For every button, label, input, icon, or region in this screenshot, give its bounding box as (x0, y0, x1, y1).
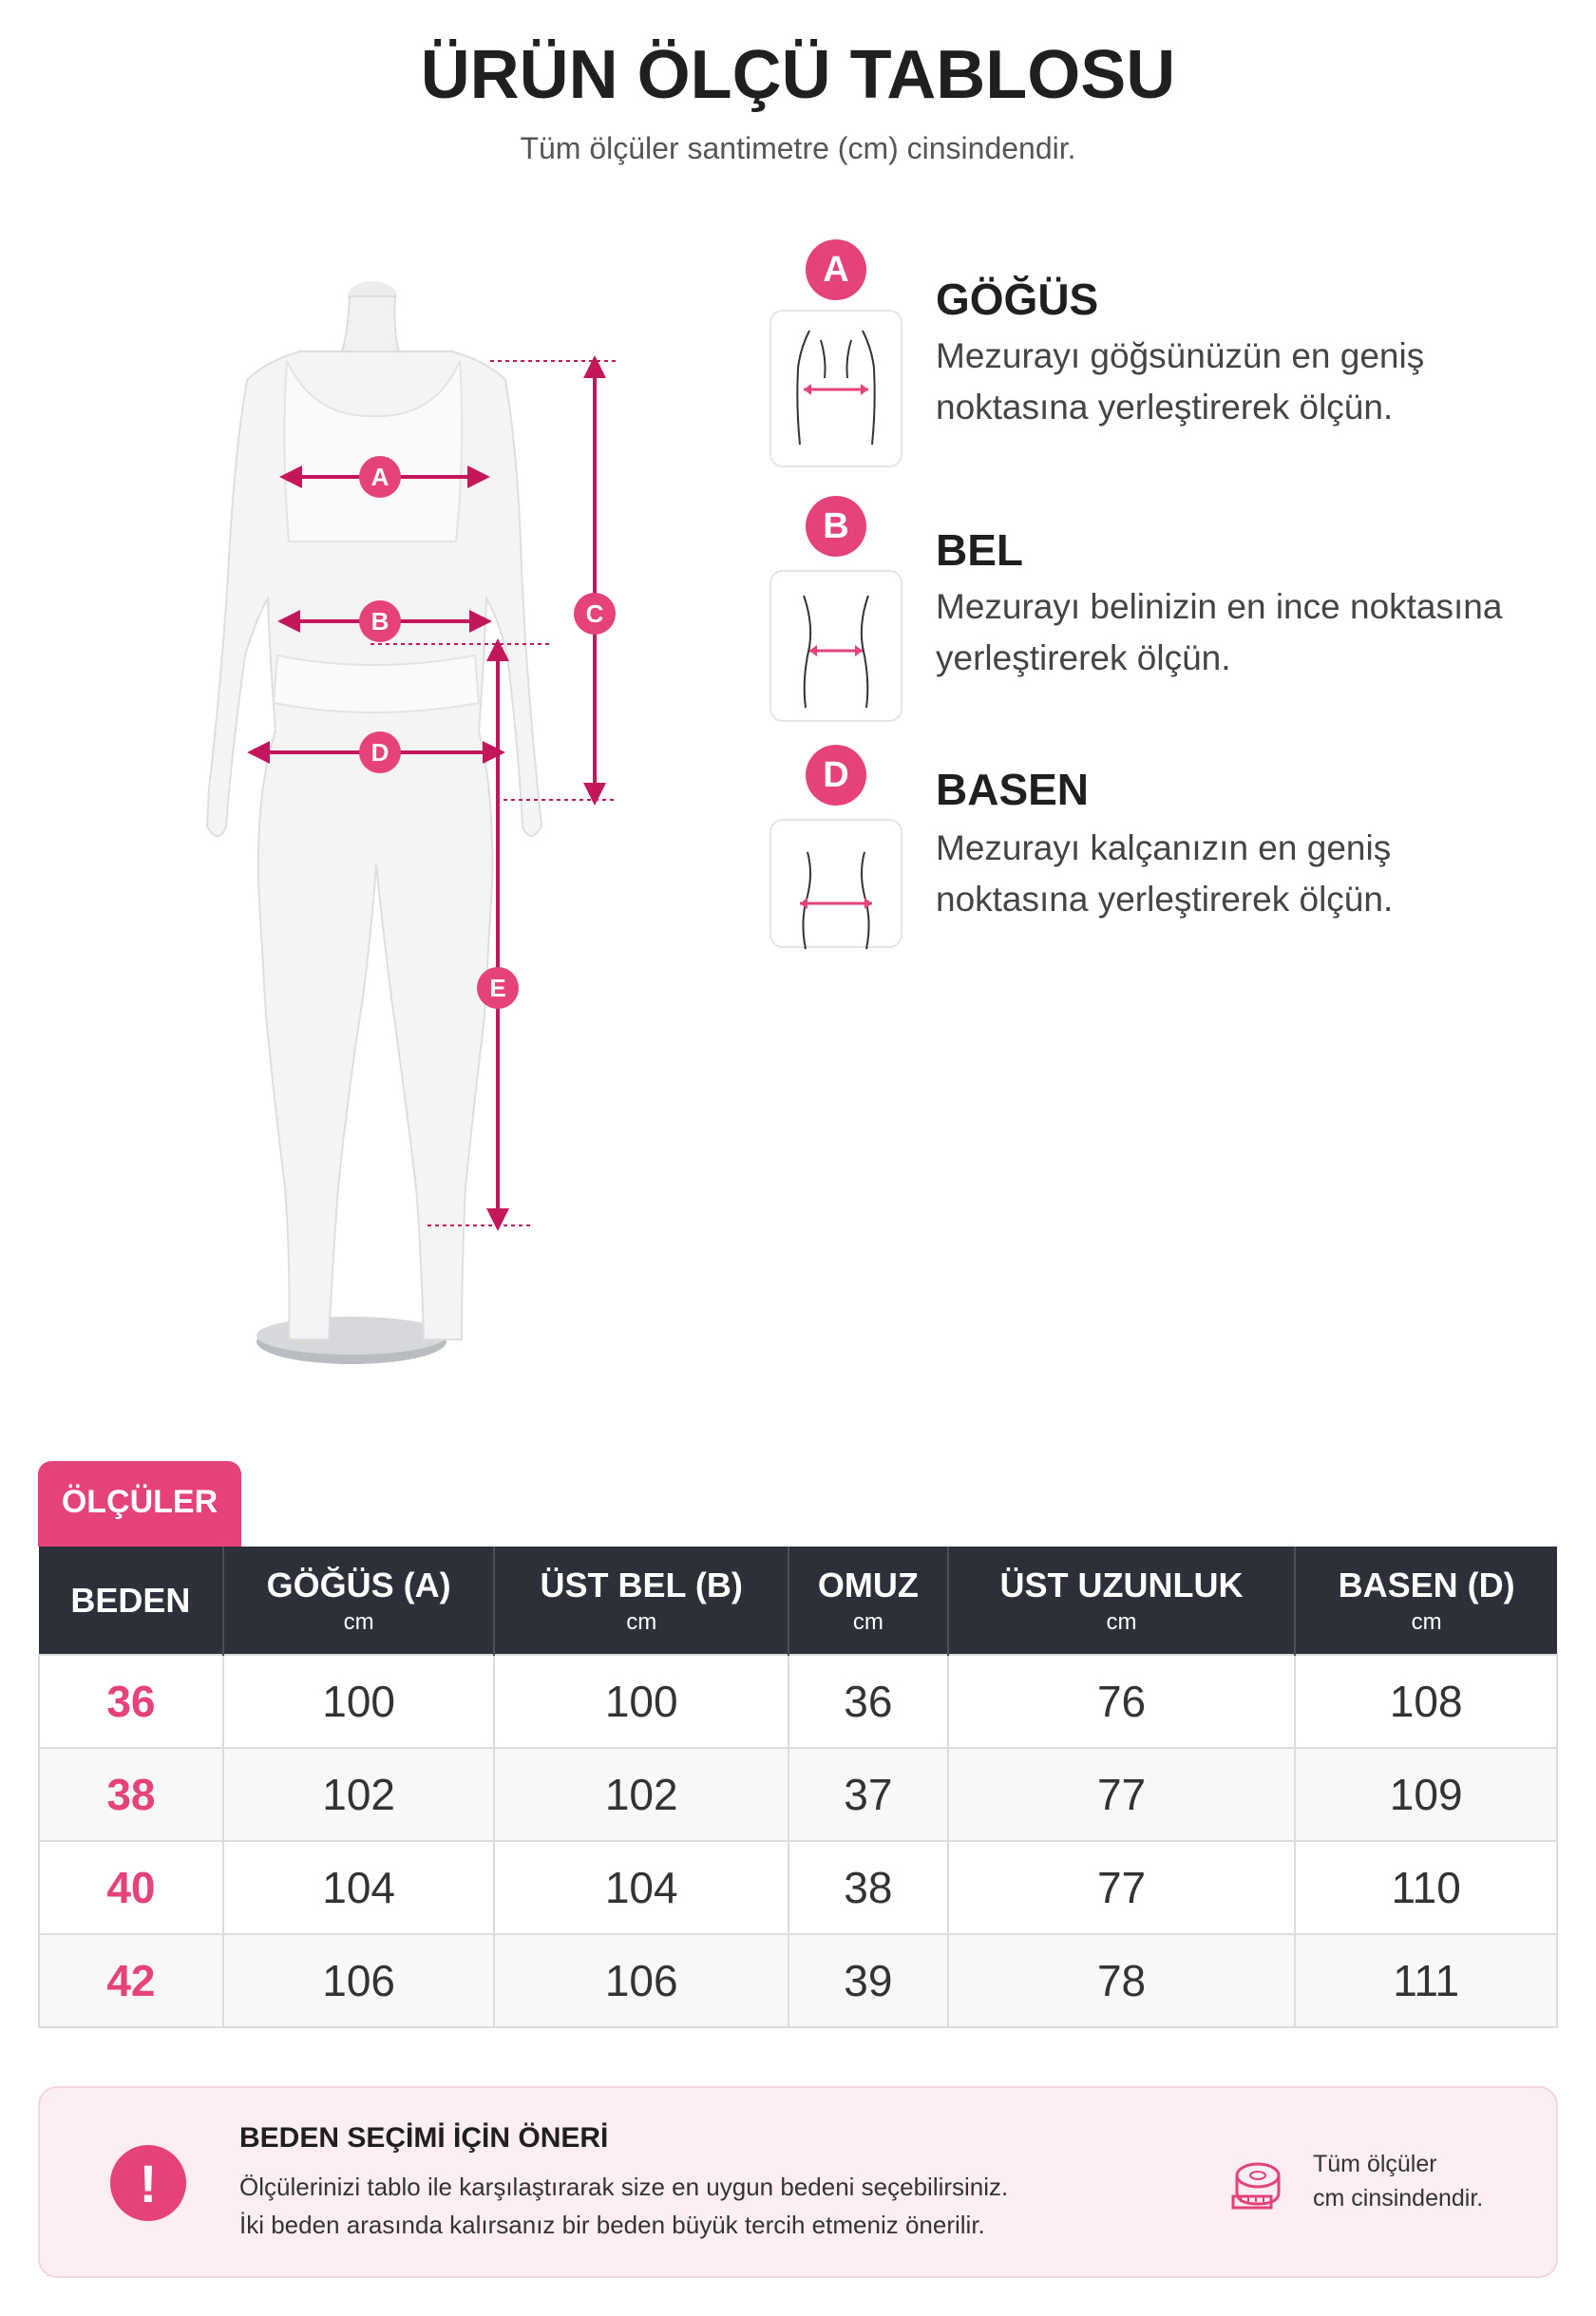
cell-waist: 106 (494, 1934, 788, 2027)
cell-length: 76 (948, 1655, 1296, 1748)
cell-size: 42 (39, 1934, 223, 2027)
table-row (39, 1841, 1557, 1934)
cell-chest: 106 (223, 1934, 495, 2027)
cell-hip: 108 (1295, 1655, 1557, 1748)
recommendation-text: Ölçülerinizi tablo ile karşılaştırarak size en uygun bedeni seçebilirsiniz. İki beden arasında kalırsanız bir beden büyük tercih etmeniz önerilir. (239, 2173, 1009, 2239)
mannequin-illustration (114, 256, 646, 1387)
cell-shoulder: 39 (788, 1934, 948, 2027)
guide-hip (770, 745, 1586, 954)
guide-title-waist: BEL (936, 525, 1023, 575)
cell-shoulder: 38 (788, 1841, 948, 1934)
table-row (39, 1934, 1557, 2027)
guide-badge-b: B (806, 496, 866, 557)
cell-chest: 102 (223, 1748, 495, 1841)
guide-badge-d: D (806, 745, 866, 806)
alert-icon: ! (110, 2145, 186, 2221)
guide-waist (770, 496, 1586, 733)
cell-chest: 104 (223, 1841, 495, 1934)
mannequin-figure (114, 256, 646, 1387)
cell-waist: 104 (494, 1841, 788, 1934)
header-size: BEDEN (39, 1547, 223, 1655)
measuring-tape-icon (1229, 2158, 1284, 2212)
guide-chest (770, 239, 1586, 477)
waist-thumbnail (770, 570, 902, 722)
cell-shoulder: 36 (788, 1655, 948, 1748)
marker-c-label: C (585, 599, 604, 628)
waist-diagram-icon (771, 572, 901, 726)
size-table (38, 1547, 1558, 2028)
cell-length: 77 (948, 1748, 1296, 1841)
table-tab-label: ÖLÇÜLER (38, 1461, 241, 1547)
recommendation-box (38, 2086, 1558, 2278)
guide-desc-hip: Mezurayı kalçanızın en geniş noktasına yerleştirerek ölçün. (936, 828, 1394, 919)
recommendation-title: BEDEN SEÇİMİ İÇİN ÖNERİ (239, 2122, 609, 2154)
marker-a-label: A (370, 463, 390, 491)
header-waist: ÜST BEL (B) cm (494, 1547, 788, 1655)
cell-shoulder: 37 (788, 1748, 948, 1841)
units-note: Tüm ölçüler cm cinsindendir. (1313, 2151, 1484, 2212)
cell-hip: 109 (1295, 1748, 1557, 1841)
cell-hip: 110 (1295, 1841, 1557, 1934)
header-length: ÜST UZUNLUK cm (948, 1547, 1296, 1655)
guide-title-hip: BASEN (936, 765, 1090, 814)
cell-size: 40 (39, 1841, 223, 1934)
hip-diagram-icon (771, 821, 901, 975)
cell-length: 78 (948, 1934, 1296, 2027)
marker-d-label: D (370, 738, 390, 767)
guide-desc-waist: Mezurayı belinizin en ince noktasına yerleştirerek ölçün. (936, 587, 1503, 677)
guide-badge-a: A (806, 239, 866, 300)
page-subtitle: Tüm ölçüler santimetre (cm) cinsindendir. (520, 131, 1076, 165)
cell-hip: 111 (1295, 1934, 1557, 2027)
chest-thumbnail (770, 310, 902, 467)
guide-title-chest: GÖĞÜS (936, 275, 1099, 324)
cell-waist: 100 (494, 1655, 788, 1748)
cell-waist: 102 (494, 1748, 788, 1841)
cell-size: 36 (39, 1655, 223, 1748)
cell-length: 77 (948, 1841, 1296, 1934)
marker-e-label: E (489, 974, 506, 1002)
page-title: ÜRÜN ÖLÇÜ TABLOSU (420, 37, 1176, 113)
header-shoulder: OMUZ cm (788, 1547, 948, 1655)
chest-diagram-icon (771, 312, 901, 465)
header-chest: GÖĞÜS (A) cm (223, 1547, 495, 1655)
table-header-row (39, 1547, 1557, 1655)
guide-desc-chest: Mezurayı göğsünüzün en geniş noktasına yerleştirerek ölçün. (936, 336, 1425, 427)
table-row (39, 1655, 1557, 1748)
marker-b-label: B (370, 607, 390, 636)
cell-chest: 100 (223, 1655, 495, 1748)
cell-size: 38 (39, 1748, 223, 1841)
hip-thumbnail (770, 819, 902, 948)
header-hip: BASEN (D) cm (1295, 1547, 1557, 1655)
table-row (39, 1748, 1557, 1841)
